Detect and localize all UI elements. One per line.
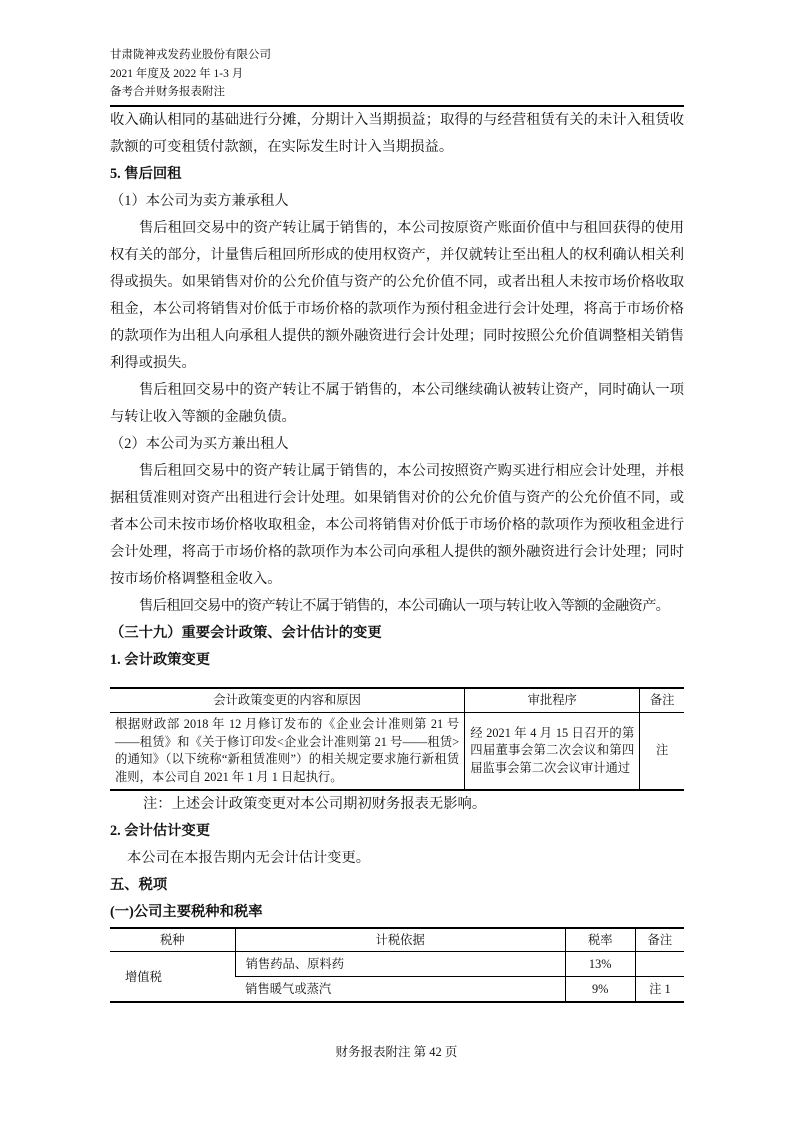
paragraph-seller-lessee-1: 售后租回交易中的资产转让属于销售的，本公司按原资产账面价值中与租回获得的使用权有关的部分，计量售后租回所形成的使用权资产，并仅就转让至出租人的权利确认相关利得或损失。如果销售对价的公允价值与资产的公允价值不同，或者出租人未按市场价格收取租金，本公司将销售对价低于市场价格的款项作为预付租金进行会计处理，将高于市场价格的款项作为出租人向承租人提供的额外融资进行会计处理；同时按照公允价值调整相关销售利得或损失。 [110, 219, 684, 371]
policy-change-table [110, 687, 684, 792]
policy-col-approval: 审批程序 [465, 688, 640, 713]
heading-seller-lessee: （1）本公司为卖方兼承租人 [110, 192, 289, 209]
tax-rate-table [110, 927, 684, 1003]
tax-cell-rate-2: 9% [565, 977, 635, 1003]
tax-cell-note-2: 注 1 [635, 977, 684, 1003]
policy-cell-content: 根据财政部 2018 年 12 月修订发布的《企业会计准则第 21 号——租赁》和《关于修订印发<企业会计准则第 21 号——租赁>的通知》（以下统称“新租赁准则”）的相关规定要求施行新租赁准则，本公司自 2021 年 1 月 1 日起执行。 [115, 717, 460, 784]
paragraph-buyer-lessor-2: 售后租回交易中的资产转让不属于销售的，本公司确认一项与转让收入等额的金融资产。 [139, 597, 670, 614]
tax-table-row-1 [110, 952, 684, 977]
policy-col-note: 备注 [640, 688, 684, 713]
heading-tax-types: (一)公司主要税种和税率 [110, 904, 263, 920]
policy-table-header-row [110, 688, 684, 713]
tax-cell-vat: 增值税 [125, 969, 162, 984]
tax-cell-basis-2: 销售暖气或蒸汽 [235, 977, 565, 1003]
paragraph-continuation: 收入确认相同的基础进行分摊，分期计入当期损益；取得的与经营租赁有关的未计入租赁收款额的可变租赁付款额，在实际发生时计入当期损益。 [110, 111, 684, 155]
tax-col-basis: 计税依据 [235, 928, 565, 952]
document-body [110, 107, 684, 1004]
tax-col-rate: 税率 [565, 928, 635, 952]
report-period: 2021 年度及 2022 年 1-3 月 [110, 67, 244, 80]
paragraph-buyer-lessor-1: 售后租回交易中的资产转让属于销售的，本公司按照资产购买进行相应会计处理，并根据租赁准则对资产出租进行会计处理。如果销售对价的公允价值与资产的公允价值不同，或者本公司未按市场价格收取租金，本公司将销售对价低于市场价格的款项作为预收租金进行会计处理，将高于市场价格的款项作为本公司向承租人提供的额外融资进行会计处理；同时按市场价格调整租金收入。 [110, 462, 684, 587]
heading-section-39: （三十九）重要会计政策、会计估计的变更 [110, 624, 382, 641]
policy-col-content: 会计政策变更的内容和原因 [110, 688, 465, 713]
policy-cell-approval: 经 2021 年 4 月 15 日召开的第四届董事会第二次会议和第四届监事会第二次会议审计通过 [465, 713, 640, 791]
tax-table-header-row [110, 928, 684, 952]
paragraph-seller-lessee-2: 售后租回交易中的资产转让不属于销售的，本公司继续确认被转让资产，同时确认一项与转让收入等额的金融负债。 [110, 381, 684, 425]
policy-table-row [110, 713, 684, 791]
paragraph-estimate-change: 本公司在本报告期内无会计估计变更。 [127, 850, 371, 866]
company-name: 甘肃陇神戎发药业股份有限公司 [110, 49, 271, 61]
page-footer: 财务报表附注 第 42 页 [335, 1045, 458, 1059]
heading-sale-leaseback: 5. 售后回租 [110, 165, 182, 182]
policy-change-note: 注：上述会计政策变更对本公司期初财务报表无影响。 [143, 796, 487, 812]
heading-policy-change: 1. 会计政策变更 [110, 651, 211, 668]
page-header [110, 46, 684, 107]
heading-estimate-change: 2. 会计估计变更 [110, 823, 211, 839]
document-title: 备考合并财务报表附注 [110, 86, 225, 98]
heading-tax-section: 五、税项 [110, 877, 168, 893]
tax-cell-note-1 [635, 952, 684, 977]
heading-buyer-lessor: （2）本公司为买方兼出租人 [110, 435, 289, 452]
tax-col-type: 税种 [110, 928, 235, 952]
tax-cell-rate-1: 13% [565, 952, 635, 977]
tax-cell-basis-1: 销售药品、原料药 [235, 952, 565, 977]
tax-col-note: 备注 [635, 928, 684, 952]
policy-cell-note: 注 [640, 713, 684, 791]
